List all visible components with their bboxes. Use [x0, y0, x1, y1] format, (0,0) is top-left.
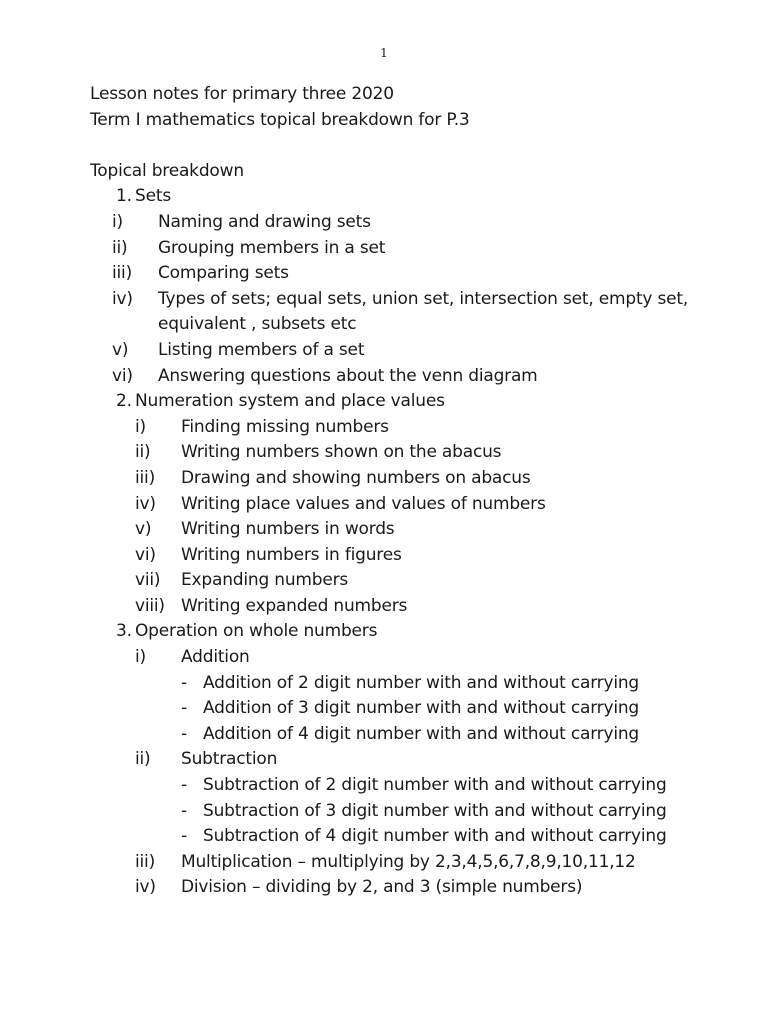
dash-item-text: Addition of 3 digit number with and without carrying — [203, 698, 640, 719]
list-item-text: Grouping members in a set — [158, 237, 386, 258]
roman-numeral: ii) — [112, 237, 128, 258]
list-item — [90, 747, 730, 773]
roman-numeral: i) — [112, 211, 123, 232]
roman-numeral: ii) — [135, 749, 151, 770]
roman-numeral: iii) — [135, 467, 156, 488]
topic-title: Operation on whole numbers — [135, 621, 378, 642]
roman-numeral: iii) — [135, 851, 156, 872]
list-item-text: Writing expanded numbers — [181, 595, 408, 616]
list-item-text: Addition — [181, 647, 250, 668]
document-subtitle: Term I mathematics topical breakdown for P.3 — [90, 109, 470, 130]
blank-line — [90, 133, 730, 159]
roman-numeral: i) — [135, 416, 146, 437]
list-item-text: Multiplication – multiplying by 2,3,4,5,6,7,8,9,10,11,12 — [181, 851, 636, 872]
list-item-text: Naming and drawing sets — [158, 211, 371, 232]
list-item — [90, 466, 730, 492]
dash-bullet: - — [181, 800, 187, 821]
list-item — [90, 287, 730, 313]
dash-item — [90, 722, 730, 748]
topic-number: 2. — [116, 391, 132, 412]
list-item-text: Comparing sets — [158, 263, 289, 284]
dash-bullet: - — [181, 826, 187, 847]
list-item — [90, 236, 730, 262]
topic-title: Numeration system and place values — [135, 391, 445, 412]
page-number: 1 — [380, 46, 388, 60]
list-item-continuation — [90, 312, 730, 338]
list-item — [90, 517, 730, 543]
roman-numeral: iv) — [112, 288, 133, 309]
list-item — [90, 492, 730, 518]
dash-item — [90, 696, 730, 722]
document-body — [90, 82, 730, 901]
list-item — [90, 543, 730, 569]
roman-numeral: vii) — [135, 570, 161, 591]
list-item — [90, 645, 730, 671]
dash-bullet: - — [181, 672, 187, 693]
dash-item-text: Addition of 4 digit number with and without carrying — [203, 723, 640, 744]
topic-title: Sets — [135, 186, 171, 207]
dash-item — [90, 773, 730, 799]
dash-item-text: Addition of 2 digit number with and without carrying — [203, 672, 640, 693]
list-item — [90, 568, 730, 594]
topic-number: 1. — [116, 186, 132, 207]
list-item-text: Answering questions about the venn diagram — [158, 365, 538, 386]
list-item-text: Types of sets; equal sets, union set, intersection set, empty set, — [158, 288, 689, 309]
roman-numeral: vi) — [135, 544, 156, 565]
roman-numeral: iv) — [135, 493, 156, 514]
roman-numeral: viii) — [135, 595, 165, 616]
roman-numeral: iii) — [112, 263, 133, 284]
list-item-text: Expanding numbers — [181, 570, 349, 591]
topic-heading — [90, 184, 730, 210]
dash-item-text: Subtraction of 3 digit number with and without carrying — [203, 800, 667, 821]
list-item-text: Writing place values and values of numbers — [181, 493, 546, 514]
roman-numeral: iv) — [135, 877, 156, 898]
list-item — [90, 850, 730, 876]
list-item — [90, 875, 730, 901]
dash-bullet: - — [181, 723, 187, 744]
dash-bullet: - — [181, 775, 187, 796]
list-item — [90, 594, 730, 620]
dash-item — [90, 671, 730, 697]
dash-item-text: Subtraction of 4 digit number with and without carrying — [203, 826, 667, 847]
dash-item — [90, 824, 730, 850]
breakdown-heading: Topical breakdown — [90, 160, 244, 181]
topic-number: 3. — [116, 621, 132, 642]
dash-bullet: - — [181, 698, 187, 719]
roman-numeral: vi) — [112, 365, 133, 386]
roman-numeral: v) — [135, 519, 152, 540]
list-item — [90, 364, 730, 390]
list-item-text: Subtraction — [181, 749, 278, 770]
list-item-text: Division – dividing by 2, and 3 (simple numbers) — [181, 877, 583, 898]
list-item-text: Writing numbers in figures — [181, 544, 402, 565]
list-item-text: Writing numbers shown on the abacus — [181, 442, 502, 463]
list-item-text: Listing members of a set — [158, 339, 365, 360]
topic-heading — [90, 619, 730, 645]
list-item — [90, 338, 730, 364]
list-item-text: Drawing and showing numbers on abacus — [181, 467, 531, 488]
list-item-text: equivalent , subsets etc — [158, 314, 357, 335]
dash-item — [90, 799, 730, 825]
dash-item-text: Subtraction of 2 digit number with and without carrying — [203, 775, 667, 796]
roman-numeral: ii) — [135, 442, 151, 463]
document-title: Lesson notes for primary three 2020 — [90, 84, 394, 104]
roman-numeral: v) — [112, 339, 129, 360]
list-item — [90, 261, 730, 287]
list-item — [90, 415, 730, 441]
list-item-text: Writing numbers in words — [181, 519, 395, 540]
topic-heading — [90, 389, 730, 415]
list-item-text: Finding missing numbers — [181, 416, 389, 437]
roman-numeral: i) — [135, 647, 146, 668]
list-item — [90, 210, 730, 236]
list-item — [90, 440, 730, 466]
